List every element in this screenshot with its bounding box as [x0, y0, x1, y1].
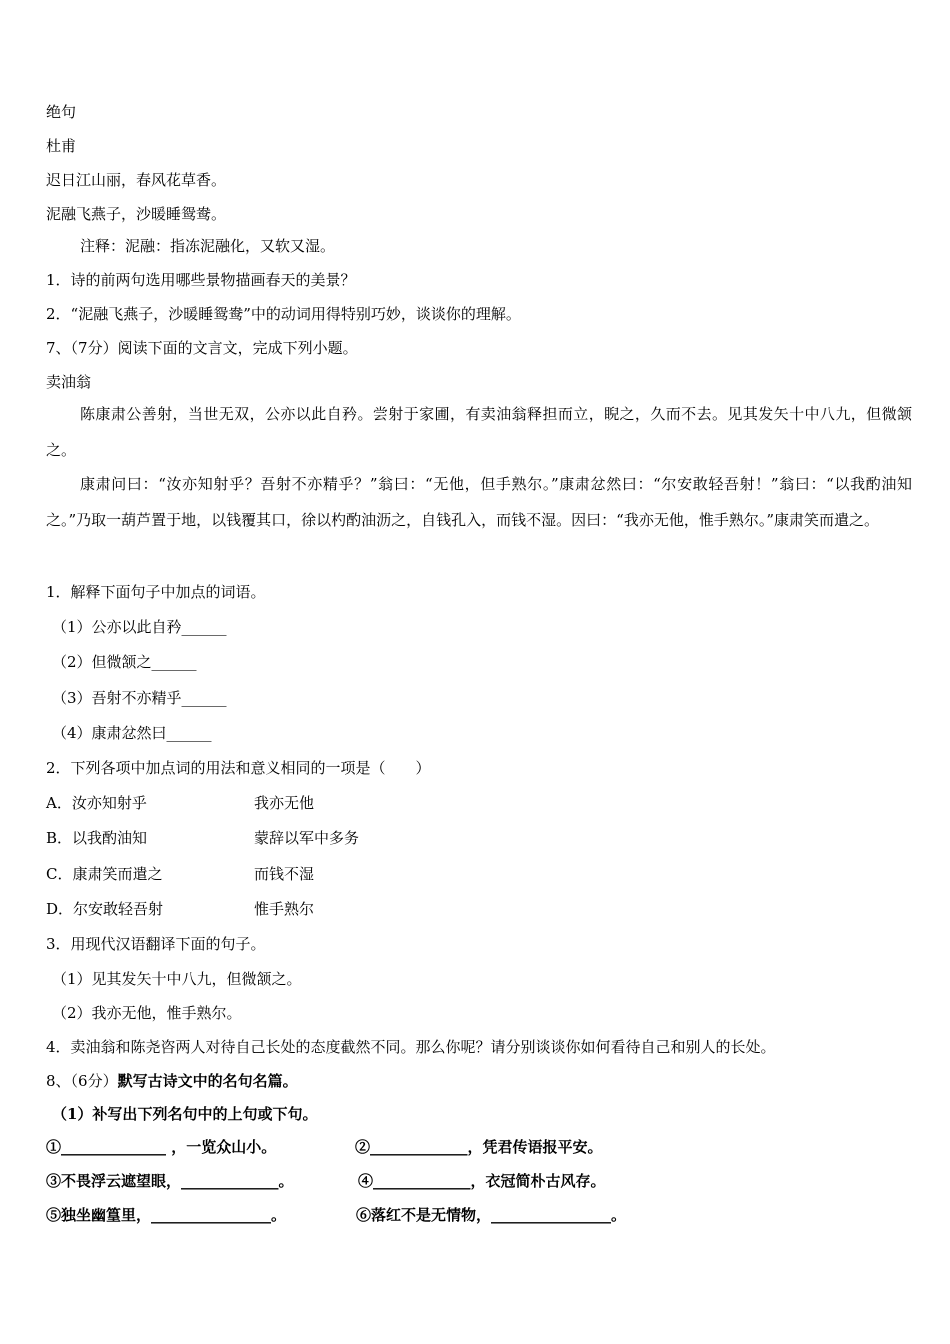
q8-fill-item-2: ②_____________，凭君传语报平安。	[355, 1138, 603, 1156]
option-right: 蒙辞以军中多务	[254, 829, 360, 847]
q7-header: 7、（7分）阅读下面的文言文，完成下列小题。	[46, 339, 358, 357]
option-right: 我亦无他	[254, 794, 315, 812]
q7-sub1-item: （2）但微颔之______	[52, 653, 197, 671]
option-left: A．汝亦知射乎	[46, 794, 147, 812]
q8-subquestion-1: （1）补写出下列名句中的上句或下句。	[52, 1105, 318, 1123]
q7-sub1-item: （3）吾射不亦精乎______	[52, 689, 227, 707]
poem-note: 注释：泥融：指冻泥融化，又软又湿。	[80, 237, 336, 255]
q7-sub3-item: （1）见其发矢十中八九，但微颔之。	[52, 970, 302, 988]
q7-option-b	[46, 828, 360, 848]
q7-passage-paragraph-1: 陈康肃公善射，当世无双，公亦以此自矜。尝射于家圃，有卖油翁释担而立，睨之，久而不去。见其发矢十中八九，但微颔之。	[46, 405, 912, 459]
poem-question-2: 2．“泥融飞燕子，沙暖睡鸳鸯”中的动词用得特别巧妙，谈谈你的理解。	[46, 305, 521, 323]
q7-subquestion-1: 1．解释下面句子中加点的词语。	[46, 583, 266, 601]
q8-fill-item-1: ①______________ ，一览众山小。	[46, 1138, 277, 1156]
q8-fill-item-3: ③不畏浮云遮望眼，_____________。	[46, 1172, 294, 1190]
option-left: B．以我酌油知	[46, 829, 148, 847]
q7-sub1-item: （4）康肃忿然曰______	[52, 724, 212, 742]
poem-author: 杜甫	[46, 137, 77, 155]
q8-fill-item-6: ⑥落红不是无情物，________________。	[356, 1206, 627, 1224]
q7-passage-title: 卖油翁	[46, 373, 92, 391]
poem-title: 绝句	[46, 103, 77, 121]
q7-sub1-item: （1）公亦以此自矜______	[52, 618, 227, 636]
q7-option-d	[46, 899, 315, 919]
q7-sub3-item: （2）我亦无他，惟手熟尔。	[52, 1004, 242, 1022]
q7-option-c	[46, 864, 315, 884]
poem-question-1: 1．诗的前两句选用哪些景物描画春天的美景？	[46, 271, 356, 289]
q8-header-prefix: 8、（6分）	[46, 1072, 118, 1090]
option-right: 而钱不湿	[254, 865, 315, 883]
q8-header	[46, 1071, 298, 1091]
q7-passage-paragraph-2: 康肃问曰：“汝亦知射乎？吾射不亦精乎？”翁曰：“无他，但手熟尔。”康肃忿然曰：“尔安敢轻吾射！”翁曰：“以我酌油知之。”乃取一葫芦置于地，以钱覆其口，徐以杓酌油沥之，自钱孔入，而钱不湿。因曰：“我亦无他，惟手熟尔。”康肃笑而遣之。	[46, 475, 912, 529]
option-left: D．尔安敢轻吾射	[46, 900, 164, 918]
q7-subquestion-2: 2．下列各项中加点词的用法和意义相同的一项是（ ）	[46, 759, 431, 777]
q7-option-a	[46, 793, 315, 813]
poem-line-1: 迟日江山丽，春风花草香。	[46, 171, 227, 189]
q8-fill-item-5: ⑤独坐幽篁里，________________。	[46, 1206, 287, 1224]
q8-header-title: 默写古诗文中的名句名篇。	[117, 1072, 298, 1090]
q8-fill-item-4: ④_____________，衣冠简朴古风存。	[358, 1172, 606, 1190]
option-right: 惟手熟尔	[254, 900, 315, 918]
q7-subquestion-3: 3．用现代汉语翻译下面的句子。	[46, 935, 266, 953]
q7-subquestion-4: 4．卖油翁和陈尧咨两人对待自己长处的态度截然不同。那么你呢？请分别谈谈你如何看待自己和别人的长处。	[46, 1038, 776, 1056]
poem-line-2: 泥融飞燕子，沙暖睡鸳鸯。	[46, 205, 227, 223]
option-left: C．康肃笑而遣之	[46, 865, 163, 883]
